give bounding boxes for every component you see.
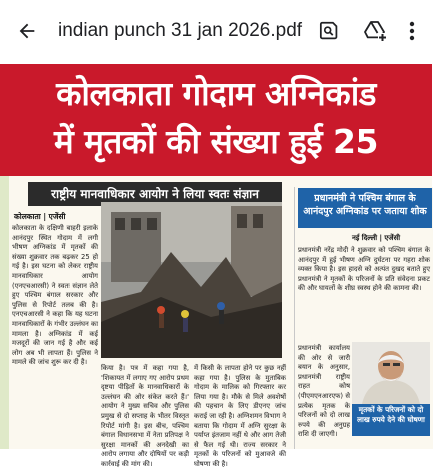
search-icon[interactable] — [316, 17, 344, 45]
document-title: indian punch 31 jan 2026.pdf — [58, 20, 303, 41]
drive-add-icon[interactable] — [361, 17, 389, 45]
article-byline: कोलकाता | एजेंसी — [14, 212, 66, 221]
portrait-photo — [352, 342, 430, 404]
side-article-text-2: प्रधानमंत्री कार्यालय की ओर से जारी बयान के अनुसार, प्रधानमंत्री राष्ट्रीय राहत कोष (पीएमएनआरएफ) से प्रत्येक मृतक के परिजनों को दो लाख रुपये की अनुग्रह राशि दी जाएगी। — [298, 344, 350, 439]
side-article-text: प्रधानमंत्री नरेंद्र मोदी ने शुक्रवार को पश्चिम बंगाल के आनंदपुर में हुई भीषण अग्नि दुर्घटना पर गहरा शोक व्यक्त किया है। इस हादसे को अत्यंत दुखद बताते हुए प्रधानमंत्री ने मृतकों के परिजनों के प्रति संवेदना प्रकट की और घायलों के शीघ्र स्वस्थ होने की कामना की। — [298, 246, 430, 293]
article-column-3: में किसी के लापता होने पर कुछ नहीं कहा गया है। पुलिस के मुताबिक गोदाम के मालिक को गिरफ्तार कर लिया गया है। मौके से मिले अवशेषों की पहचान के लिए डीएनए जांच कराई जा रही है। अग्निशमन विभाग ने बताया कि गोदाम में अग्नि सुरक्षा के पर्याप्त इंतजाम नहीं थे और आग तेजी से फैल गई थी। राज्य सरकार ने मृतकों के परिजनों को मुआवजे की घोषणा की है। — [194, 364, 286, 468]
article-column-2: किया है। पत्र में कहा गया है, 'शिकायत में लगाए गए आरोप प्रथम दृष्टया पीड़ितों के मानवाधिकारों के उल्लंघन की ओर संकेत करते हैं।' आयोग ने मुख्य सचिव और पुलिस प्रमुख से दो सप्ताह के भीतर विस्तृत रिपोर्ट मांगी है। इस बीच, पश्चिम बंगाल विधानसभा में नेता प्रतिपक्ष ने सुरक्षा मानकों की अनदेखी का आरोप लगाया और दोषियों पर कड़ी कार्रवाई की मांग की। — [101, 364, 189, 468]
more-options-icon[interactable] — [398, 17, 426, 45]
side-article-byline: नई दिल्ली | एजेंसी — [352, 234, 401, 242]
headline-banner — [0, 64, 432, 176]
portrait-caption: मृतकों के परिजनों को दो लाख रुपये देने की घोषणा — [352, 404, 430, 436]
pdf-viewer-toolbar — [0, 0, 432, 64]
fire-scene-photo — [101, 202, 282, 358]
headline-line-1: कोलकाता गोदाम अग्निकांड — [56, 74, 376, 113]
article-column-1: कोलकाता के दक्षिणी बाहरी इलाके आनंदपुर स्थित गोदाम में लगी भीषण अग्निकांड में मृतकों की संख्या शुक्रवार तक बढ़कर 25 हो गई है। इस घटना को लेकर राष्ट्रीय मानवाधिकार आयोग (एनएचआरसी) ने स्वतः संज्ञान लेते हुए पश्चिम बंगाल सरकार और पुलिस से रिपोर्ट तलब की है। एनएचआरसी ने कहा कि यह घटना मानवाधिकारों के गंभीर उल्लंघन का मामला है। अग्निकांड में कई मजदूरों की जान गई है और कई लोग अब भी लापता हैं। पुलिस ने मामले की जांच शुरू कर दी है। — [12, 224, 98, 367]
pdf-page[interactable] — [0, 64, 432, 468]
back-arrow-icon[interactable] — [12, 16, 42, 46]
headline-line-2: में मृतकों की संख्या हुई 25 — [54, 122, 378, 161]
left-margin-strip — [0, 176, 9, 449]
side-article-headline: प्रधानमंत्री ने पश्चिम बंगाल के आनंदपुर अग्निकांड पर जताया शोक — [298, 188, 432, 228]
subheadline-bar: राष्ट्रीय मानवाधिकार आयोग ने लिया स्वतः संज्ञान — [28, 182, 282, 206]
